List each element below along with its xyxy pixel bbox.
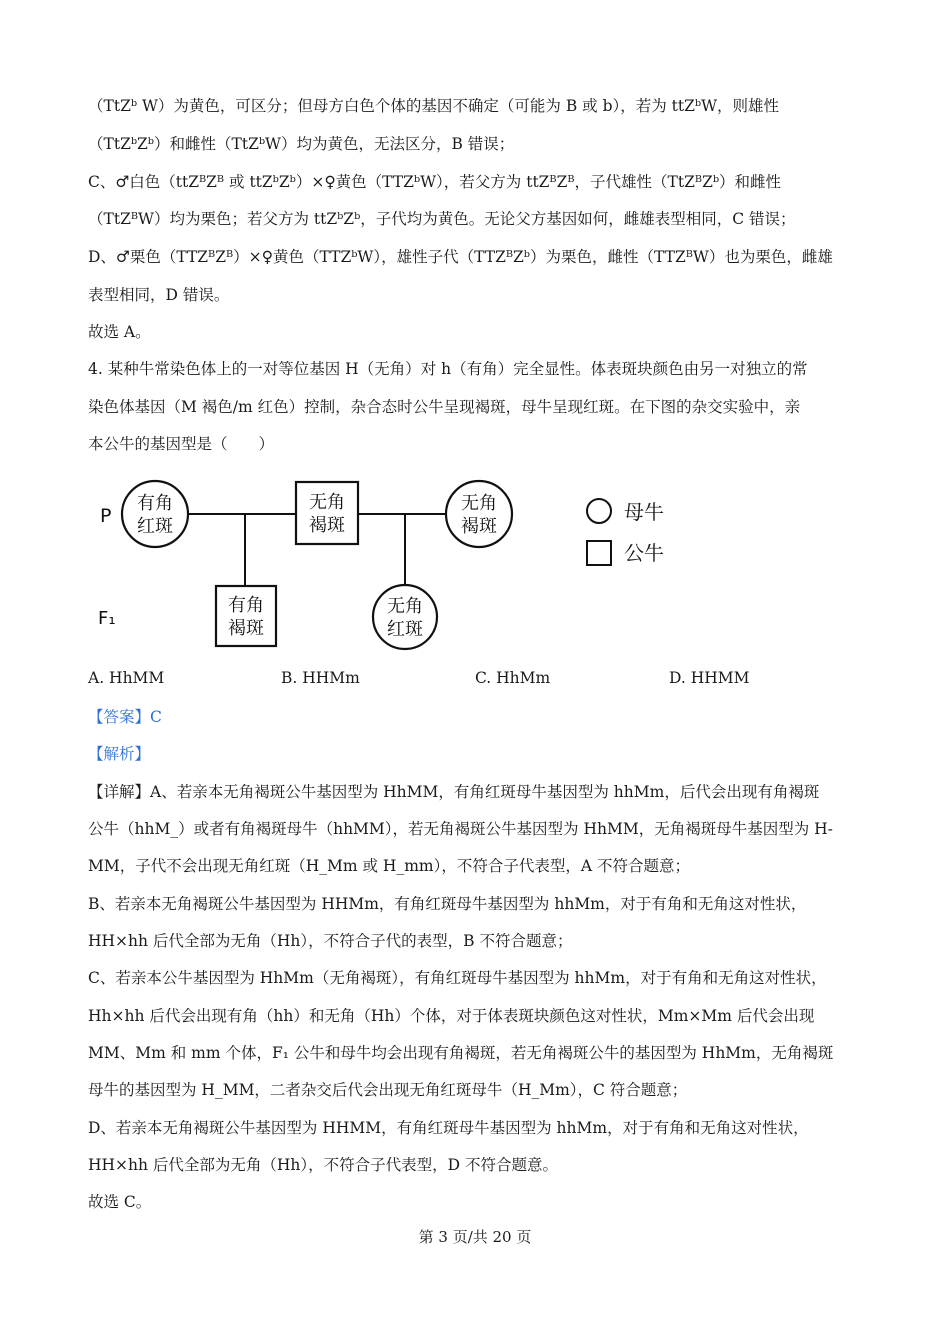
- text-line: D、♂栗色（TTZᴮZᴮ）×♀黄色（TTZᵇW），雄性子代（TTZᴮZᵇ）为栗色，雌性（TTZᴮW）也为栗色，雌雄: [88, 248, 833, 266]
- f1-female-hornless-red-circle: [373, 585, 437, 649]
- pedigree-diagram: [0, 466, 950, 666]
- explanation-line: D、若亲本无角褐斑公牛基因型为 HHMM，有角红斑母牛基因型为 hhMm，对于有角和无角这对性状，: [88, 1119, 809, 1137]
- svg-text:无角: 无角: [309, 492, 345, 513]
- explanation-line: 故选 C。: [88, 1193, 152, 1211]
- option-c: C. HhMm: [475, 669, 551, 687]
- text-line: 故选 A。: [88, 323, 151, 341]
- answer-label: 【答案】C: [88, 708, 162, 726]
- svg-text:无角: 无角: [461, 493, 497, 514]
- explanation-line: C、若亲本公牛基因型为 HhMm（无角褐斑），有角红斑母牛基因型为 hhMm，对于有角和无角这对性状，: [88, 969, 827, 987]
- svg-text:褐斑: 褐斑: [461, 516, 497, 537]
- p-female-hornless-brown-circle: [446, 481, 512, 547]
- legend-male: [587, 541, 664, 565]
- svg-text:无角: 无角: [387, 596, 423, 617]
- explanation-line: B、若亲本无角褐斑公牛基因型为 HHMm，有角红斑母牛基因型为 hhMm，对于有角和无角这对性状，: [88, 895, 807, 913]
- explanation-line: 公牛（hhM_）或者有角褐斑母牛（hhMM），若无角褐斑公牛基因型为 HhMM，无角褐斑母牛基因型为 H-: [88, 820, 833, 838]
- p-male-hornless-brown-square: [296, 482, 358, 544]
- page-footer: 第 3 页/共 20 页: [418, 1228, 532, 1246]
- svg-text:母牛: 母牛: [624, 500, 664, 524]
- f1-male-horned-brown-square: [216, 586, 276, 646]
- explanation-line: Hh×hh 后代会出现有角（hh）和无角（Hh）个体，对于体表斑块颜色这对性状，Mm×Mm 后代会出现: [88, 1007, 815, 1025]
- analysis-label: 【解析】: [88, 745, 151, 763]
- text-line: C、♂白色（ttZᴮZᴮ 或 ttZᵇZᵇ）×♀黄色（TTZᵇW），若父方为 ttZᴮZᴮ，子代雄性（TtZᴮZᵇ）和雌性: [88, 173, 782, 191]
- explanation-line: 母牛的基因型为 H_MM，二者杂交后代会出现无角红斑母牛（H_Mm），C 符合题意；: [88, 1081, 688, 1099]
- explanation-line: 【详解】A、若亲本无角褐斑公牛基因型为 HhMM，有角红斑母牛基因型为 hhMm，后代会出现有角褐斑: [88, 783, 820, 801]
- explanation-line: HH×hh 后代全部为无角（Hh），不符合子代表型，D 不符合题意。: [88, 1156, 559, 1174]
- question-line: 染色体基因（M 褐色/m 红色）控制，杂合态时公牛呈现褐斑，母牛呈现红斑。在下图的杂交实验中，亲: [88, 398, 801, 416]
- option-a: A. HhMM: [88, 669, 165, 687]
- svg-text:褐斑: 褐斑: [309, 515, 345, 536]
- svg-text:红斑: 红斑: [137, 516, 173, 537]
- svg-text:有角: 有角: [137, 493, 173, 514]
- text-line: 表型相同，D 错误。: [88, 286, 230, 304]
- option-b: B. HHMm: [281, 669, 360, 687]
- generation-p-label: P: [100, 505, 112, 527]
- svg-text:有角: 有角: [228, 595, 264, 616]
- question-line: 本公牛的基因型是（ ）: [88, 435, 275, 453]
- option-d: D. HHMM: [669, 669, 750, 687]
- svg-text:公牛: 公牛: [624, 541, 664, 565]
- text-line: （TtZᵇ W）为黄色，可区分；但母方白色个体的基因不确定（可能为 B 或 b），若为 ttZᵇW，则雄性: [88, 97, 780, 115]
- generation-f1-label: F₁: [98, 608, 116, 629]
- explanation-line: MM、Mm 和 mm 个体，F₁ 公牛和母牛均会出现有角褐斑，若无角褐斑公牛的基因型为 HhMm，无角褐斑: [88, 1044, 834, 1062]
- text-line: （TtZᵇZᵇ）和雌性（TtZᵇW）均为黄色，无法区分，B 错误；: [88, 135, 515, 153]
- legend-female: [587, 499, 664, 524]
- question-line: 4. 某种牛常染色体上的一对等位基因 H（无角）对 h（有角）完全显性。体表斑块颜色由另一对独立的常: [88, 360, 808, 378]
- text-line: （TtZᴮW）均为栗色；若父方为 ttZᵇZᵇ，子代均为黄色。无论父方基因如何，雌雄表型相同，C 错误；: [88, 210, 796, 228]
- svg-text:红斑: 红斑: [387, 619, 423, 640]
- explanation-line: HH×hh 后代全部为无角（Hh），不符合子代的表型，B 不符合题意；: [88, 932, 573, 950]
- p-female-horned-red-circle: [122, 481, 188, 547]
- explanation-line: MM，子代不会出现无角红斑（H_Mm 或 H_mm），不符合子代表型，A 不符合题意；: [88, 857, 690, 875]
- svg-text:褐斑: 褐斑: [228, 618, 264, 639]
